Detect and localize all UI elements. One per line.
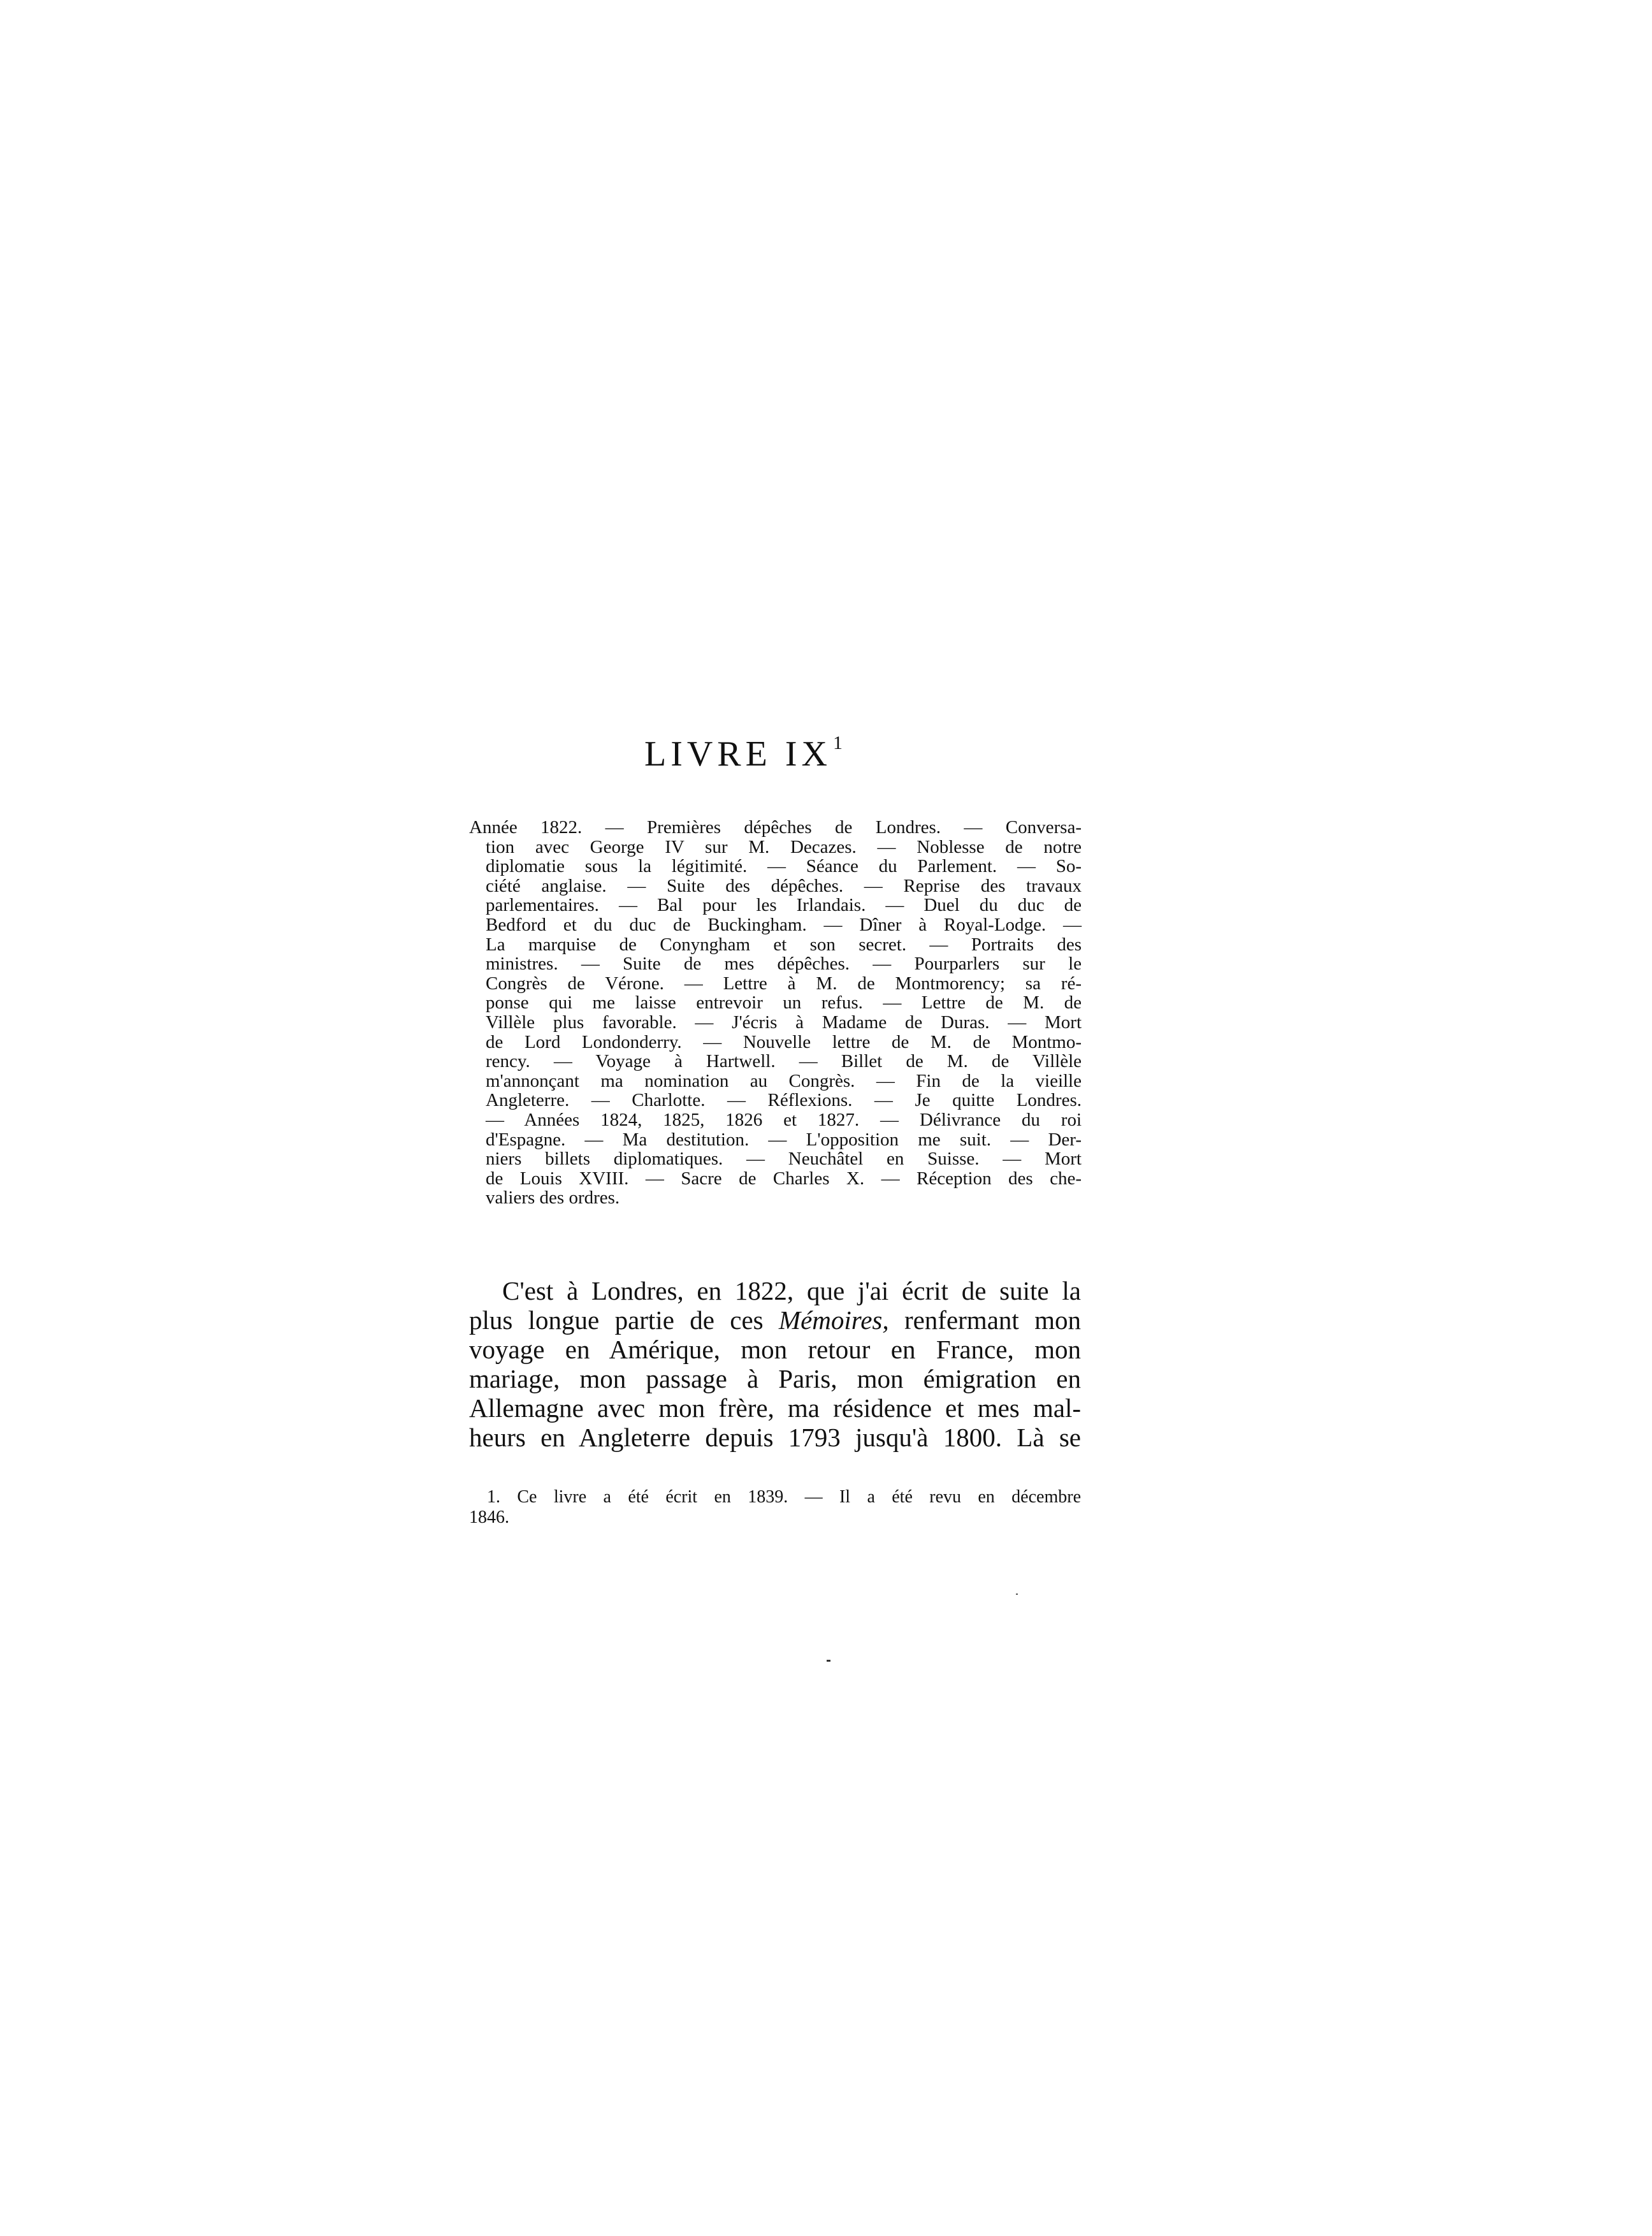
footnote-line: 1846. [469,1507,509,1527]
body-text-segment: renfermant mon [888,1305,1081,1335]
body-paragraph [469,1276,1081,1480]
summary-line: Congrès de Vérone. — Lettre à M. de Montmorency; sa ré- [486,973,1082,994]
summary-line: Bedford et du duc de Buckingham. — Dîner à Royal-Lodge. — [486,914,1082,935]
summary-line: diplomatie sous la légitimité. — Séance du Parlement. — So- [486,856,1082,877]
footnote [469,1487,1081,1532]
body-line: voyage en Amérique, mon retour en France, mon [469,1335,1081,1364]
footnote-line: 1. Ce livre a été écrit en 1839. — Il a été revu en décembre [487,1487,1081,1507]
summary-line: d'Espagne. — Ma destitution. — L'opposition me suit. — Der- [486,1129,1082,1150]
summary-line: La marquise de Conyngham et son secret. — Portraits des [486,934,1082,955]
body-line: Allemagne avec mon frère, ma résidence et mes mal- [469,1393,1081,1423]
ink-speck [827,1660,830,1662]
chapter-summary [469,818,1082,1245]
book-title-text: LIVRE IX [644,734,832,774]
body-line: C'est à Londres, en 1822, que j'ai écrit de suite la [502,1276,1081,1305]
body-text-segment: plus longue partie de ces [469,1305,779,1335]
ink-speck [1016,1594,1018,1595]
memoires-italic: Mémoires, [778,1305,889,1335]
summary-line: m'annonçant ma nomination au Congrès. — Fin de la vieille [486,1070,1082,1091]
summary-line: Angleterre. — Charlotte. — Réflexions. — Je quitte Londres. [486,1090,1082,1111]
summary-line: de Lord Londonderry. — Nouvelle lettre de M. de Montmo- [486,1031,1082,1052]
summary-line: — Années 1824, 1825, 1826 et 1827. — Délivrance du roi [486,1109,1082,1130]
body-line [469,1305,1081,1335]
footnote-marker: 1 [832,732,843,754]
summary-line: niers billets diplomatiques. — Neuchâtel en Suisse. — Mort [486,1149,1082,1170]
body-line: heurs en Angleterre depuis 1793 jusqu'à 1800. Là se [469,1423,1081,1452]
summary-line: tion avec George IV sur M. Decazes. — Noblesse de notre [486,836,1082,857]
book-title [644,729,918,780]
summary-line: de Louis XVIII. — Sacre de Charles X. — Réception des che- [486,1168,1082,1189]
summary-line: ministres. — Suite de mes dépêches. — Pourparlers sur le [486,954,1082,975]
summary-line: ponse qui me laisse entrevoir un refus. — Lettre de M. de [486,992,1082,1013]
summary-line: valiers des ordres. [486,1187,620,1209]
summary-line: ciété anglaise. — Suite des dépêches. — Reprise des travaux [486,875,1082,896]
summary-line: Villèle plus favorable. — J'écris à Madame de Duras. — Mort [486,1012,1082,1033]
summary-line: Année 1822. — Premières dépêches de Londres. — Conversa- [469,817,1082,838]
body-line: mariage, mon passage à Paris, mon émigration en [469,1364,1081,1393]
summary-line: rency. — Voyage à Hartwell. — Billet de M. de Villèle [486,1051,1082,1072]
summary-line: parlementaires. — Bal pour les Irlandais. — Duel du duc de [486,895,1082,916]
